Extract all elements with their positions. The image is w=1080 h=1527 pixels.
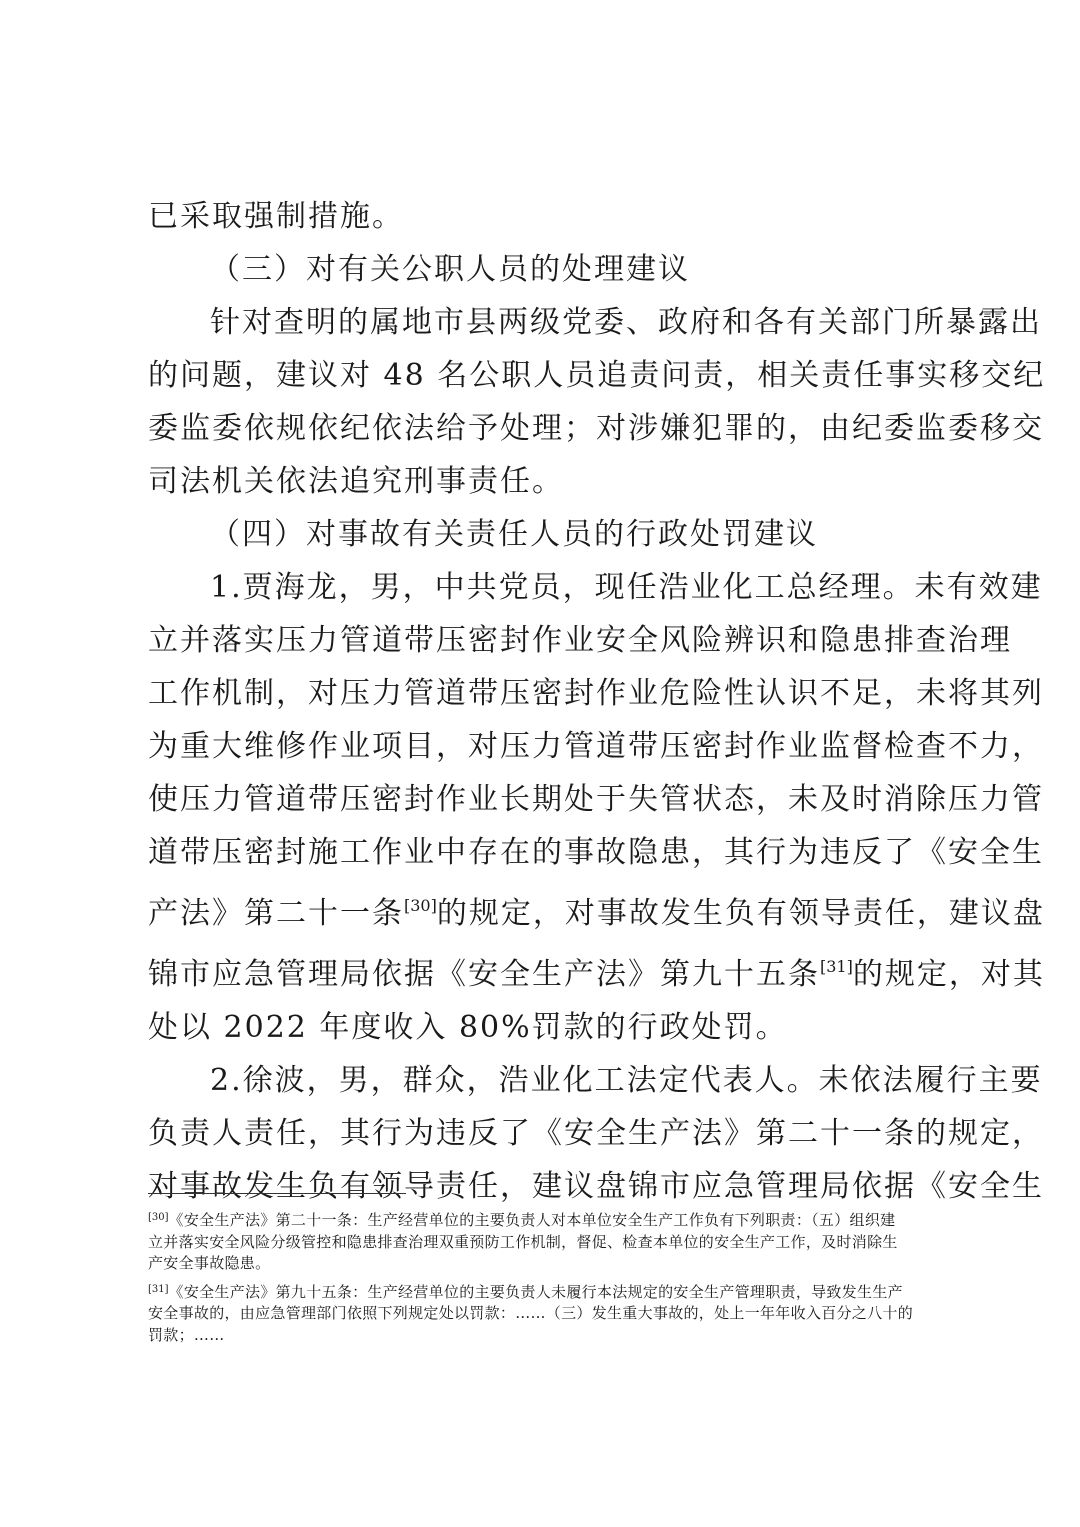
- text-line: 为重大维修作业项目，对压力管道带压密封作业监督检查不力，: [148, 729, 1044, 764]
- text-line: 使压力管道带压密封作业长期处于失管状态，未及时消除压力管: [148, 782, 1044, 817]
- text-line: 委监委依规依纪依法给予处理；对涉嫌犯罪的，由纪委监委移交: [148, 411, 1044, 446]
- footnote-mark: [30]: [148, 1212, 169, 1223]
- paragraph-continuation: 已采取强制措施。: [148, 199, 404, 234]
- text-line: 2.徐波，男，群众，浩业化工法定代表人。未依法履行主要: [210, 1063, 1043, 1098]
- text-span: 的规定，对其: [852, 957, 1045, 992]
- text-span: 的规定，对事故发生负有领导责任，建议盘: [436, 896, 1045, 931]
- paragraph-officials: [148, 296, 1046, 508]
- text-span: 产法》第二十一条: [148, 896, 404, 931]
- text-line: 道带压密封施工作业中存在的事故隐患，其行为违反了《安全生: [148, 835, 1044, 870]
- footnote-text: 《安全生产法》第九十五条：生产经营单位的主要负责人未履行本法规定的安全生产管理职责，导致发生生产: [168, 1282, 903, 1301]
- text-line: 处以 2022 年度收入 80%罚款的行政处罚。: [148, 1010, 788, 1045]
- text-line: 工作机制，对压力管道带压密封作业危险性认识不足，未将其列: [148, 676, 1044, 711]
- footnote-line: 立并落实安全风险分级管控和隐患排查治理双重预防工作机制，督促、检查本单位的安全生产工作，及时消除生: [148, 1232, 898, 1251]
- footnotes: [148, 1207, 948, 1350]
- text-line: 负责人责任，其行为违反了《安全生产法》第二十一条的规定，: [148, 1116, 1044, 1151]
- text-span: 锦市应急管理局依据《安全生产法》第九十五条: [148, 957, 820, 992]
- footnote-mark: [31]: [148, 1283, 169, 1295]
- footnote-line: [148, 1279, 948, 1304]
- footnote-30: [148, 1207, 948, 1275]
- text-line: 1.贾海龙，男，中共党员，现任浩业化工总经理。未有效建: [210, 570, 1043, 605]
- footnote-line: 安全事故的，由应急管理部门依照下列规定处以罚款：……（三）发生重大事故的，处上一年年收入百分之八十的: [148, 1304, 914, 1322]
- footnote-line: [148, 1207, 948, 1232]
- footnote-31: [148, 1279, 948, 1347]
- footnote-line: 罚款；……: [148, 1325, 225, 1344]
- section-heading-4: （四）对事故有关责任人员的行政处罚建议: [210, 517, 818, 552]
- paragraph-item-2: [148, 1054, 1044, 1213]
- footnote-text: 《安全生产法》第二十一条：生产经营单位的主要负责人对本单位安全生产工作负有下列职责：（五）组织建: [168, 1211, 896, 1229]
- footnote-ref-31[interactable]: [31]: [820, 957, 853, 976]
- text-line: 司法机关依法追究刑事责任。: [148, 464, 564, 499]
- text-line: 立并落实压力管道带压密封作业安全风险辨识和隐患排查治理: [148, 623, 1012, 658]
- footnote-line: 产安全事故隐患。: [148, 1254, 271, 1272]
- section-heading-3: （三）对有关公职人员的处理建议: [210, 252, 690, 287]
- text-line: 对事故发生负有领导责任，建议盘锦市应急管理局依据《安全生: [148, 1169, 1044, 1204]
- footnote-divider: [148, 1193, 406, 1194]
- text-line: 针对查明的属地市县两级党委、政府和各有关部门所暴露出: [210, 305, 1042, 340]
- footnote-ref-30[interactable]: [30]: [404, 896, 437, 915]
- body-text: [148, 190, 1046, 1213]
- text-line: [148, 879, 1045, 940]
- text-line: [148, 940, 1045, 1001]
- paragraph-item-1: [148, 561, 1045, 1054]
- text-line: 的问题，建议对 48 名公职人员追责问责，相关责任事实移交纪: [148, 358, 1046, 393]
